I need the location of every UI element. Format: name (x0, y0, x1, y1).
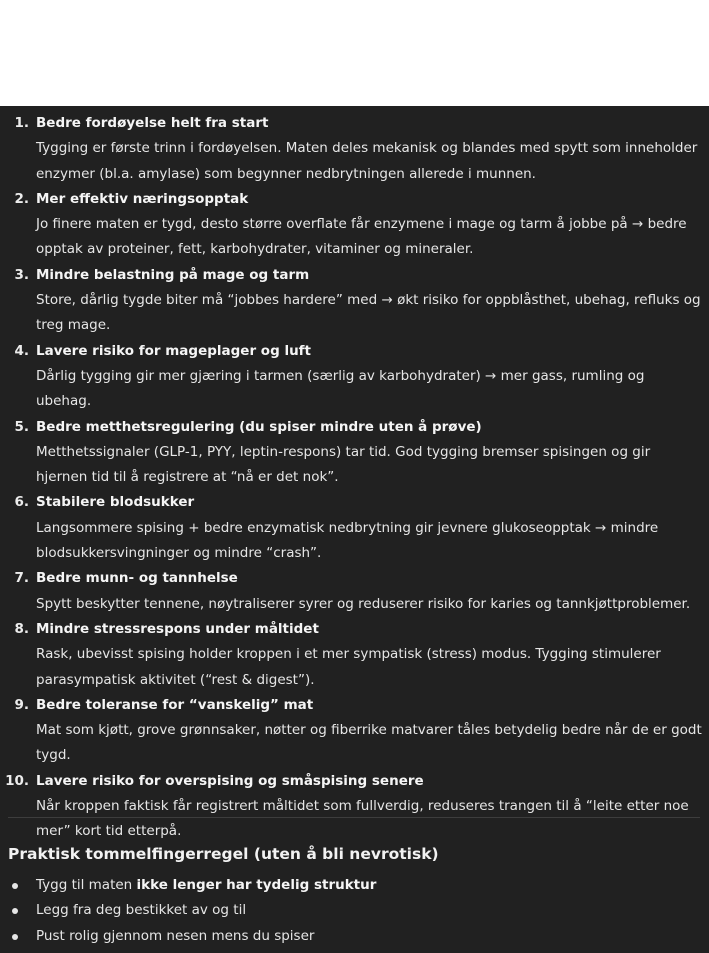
bullet-dot-icon (12, 934, 18, 940)
item-description: Tygging er første trinn i fordøyelsen. Maten deles mekanisk og blandes med spytt som inneholder enzymer (bl.a. amylase) som begynner nedbrytningen allerede i munnen. (36, 140, 698, 182)
item-title: Stabilere blodsukker (36, 494, 195, 511)
chat-response-panel (0, 106, 709, 953)
item-number: 4. (14, 342, 29, 359)
bullet-dot-icon (12, 883, 18, 889)
section-heading: Praktisk tommelfingerregel (uten å bli nevrotisk) (8, 845, 439, 863)
item-description: Mat som kjøtt, grove grønnsaker, nøtter og fiberrike matvarer tåles betydelig bedre når de er godt tygd. (36, 722, 702, 764)
bullet-text (36, 924, 314, 949)
bullet-item (0, 873, 709, 898)
item-title: Bedre munn- og tannhelse (36, 570, 238, 587)
bullet-item (0, 898, 709, 923)
item-description: Dårlig tygging gir mer gjæring i tarmen (særlig av karbohydrater) → mer gass, rumling og ubehag. (36, 367, 645, 410)
item-number: 3. (14, 266, 29, 283)
benefits-list (0, 111, 709, 845)
bullet-bold-text: ikke lenger har tydelig struktur (136, 877, 377, 893)
list-item (0, 769, 709, 845)
item-description: Langsommere spising + bedre enzymatisk nedbrytning gir jevnere glukoseopptak → mindre blodsukkersvingninger og mindre “crash”. (36, 519, 659, 562)
item-number: 5. (14, 418, 29, 435)
item-number: 9. (14, 696, 29, 713)
section-divider (8, 817, 700, 818)
item-description: Jo finere maten er tygd, desto større overflate får enzymene i mage og tarm å jobbe på → bedre opptak av proteiner, fett, karbohydrater, vitaminer og mineraler. (36, 216, 687, 258)
list-item (0, 263, 709, 339)
item-description: Metthetssignaler (GLP-1, PYY, leptin-respons) tar tid. God tygging bremser spisingen og gir hjernen tid til å registrere at “nå er det nok”. (36, 443, 651, 486)
item-number: 7. (14, 570, 29, 587)
item-title: Bedre metthetsregulering (du spiser mindre uten å prøve) (36, 418, 482, 435)
list-item (0, 187, 709, 263)
item-description: Når kroppen faktisk får registrert måltidet som fullverdig, reduseres trangen til å “leite etter noe mer” kort tid etterpå. (36, 798, 689, 840)
item-number: 6. (14, 494, 29, 511)
item-number: 1. (14, 115, 29, 131)
item-title: Bedre toleranse for “vanskelig” mat (36, 696, 314, 713)
item-number: 8. (14, 620, 29, 637)
list-item (0, 415, 709, 491)
bullet-plain-text: Pust rolig gjennom nesen mens du spiser (36, 927, 315, 944)
item-description: Rask, ubevisst spising holder kroppen i et mer sympatisk (stress) modus. Tygging stimulerer parasympatisk aktivitet (“rest & digest”). (36, 646, 661, 688)
bullet-plain-text: Legg fra deg bestikket av og til (36, 902, 247, 919)
item-description: Spytt beskytter tennene, nøytraliserer syrer og reduserer risiko for karies og tannkjøttproblemer. (36, 595, 691, 612)
bullet-dot-icon (12, 908, 18, 914)
item-number: 10. (5, 772, 29, 789)
item-title: Mindre stressrespons under måltidet (36, 620, 319, 637)
bullet-text (36, 898, 246, 923)
list-item (0, 617, 709, 693)
bullet-text (36, 873, 376, 898)
item-number: 2. (14, 190, 29, 207)
item-title: Lavere risiko for overspising og småspising senere (36, 772, 424, 789)
list-item (0, 693, 709, 769)
item-description: Store, dårlig tygde biter må “jobbes hardere” med → økt risiko for oppblåsthet, ubehag, refluks og treg mage. (36, 292, 701, 334)
tips-bullet-list (0, 873, 709, 949)
list-item (0, 111, 709, 187)
item-title: Bedre fordøyelse helt fra start (36, 115, 269, 131)
bullet-item (0, 924, 709, 949)
bullet-plain-text: Tygg til maten (36, 877, 137, 893)
top-blank-area (0, 0, 709, 106)
item-title: Mindre belastning på mage og tarm (36, 266, 310, 283)
list-item (0, 490, 709, 566)
list-item (0, 566, 709, 617)
list-item (0, 339, 709, 415)
item-title: Mer effektiv næringsopptak (36, 190, 249, 207)
item-title: Lavere risiko for mageplager og luft (36, 342, 312, 359)
